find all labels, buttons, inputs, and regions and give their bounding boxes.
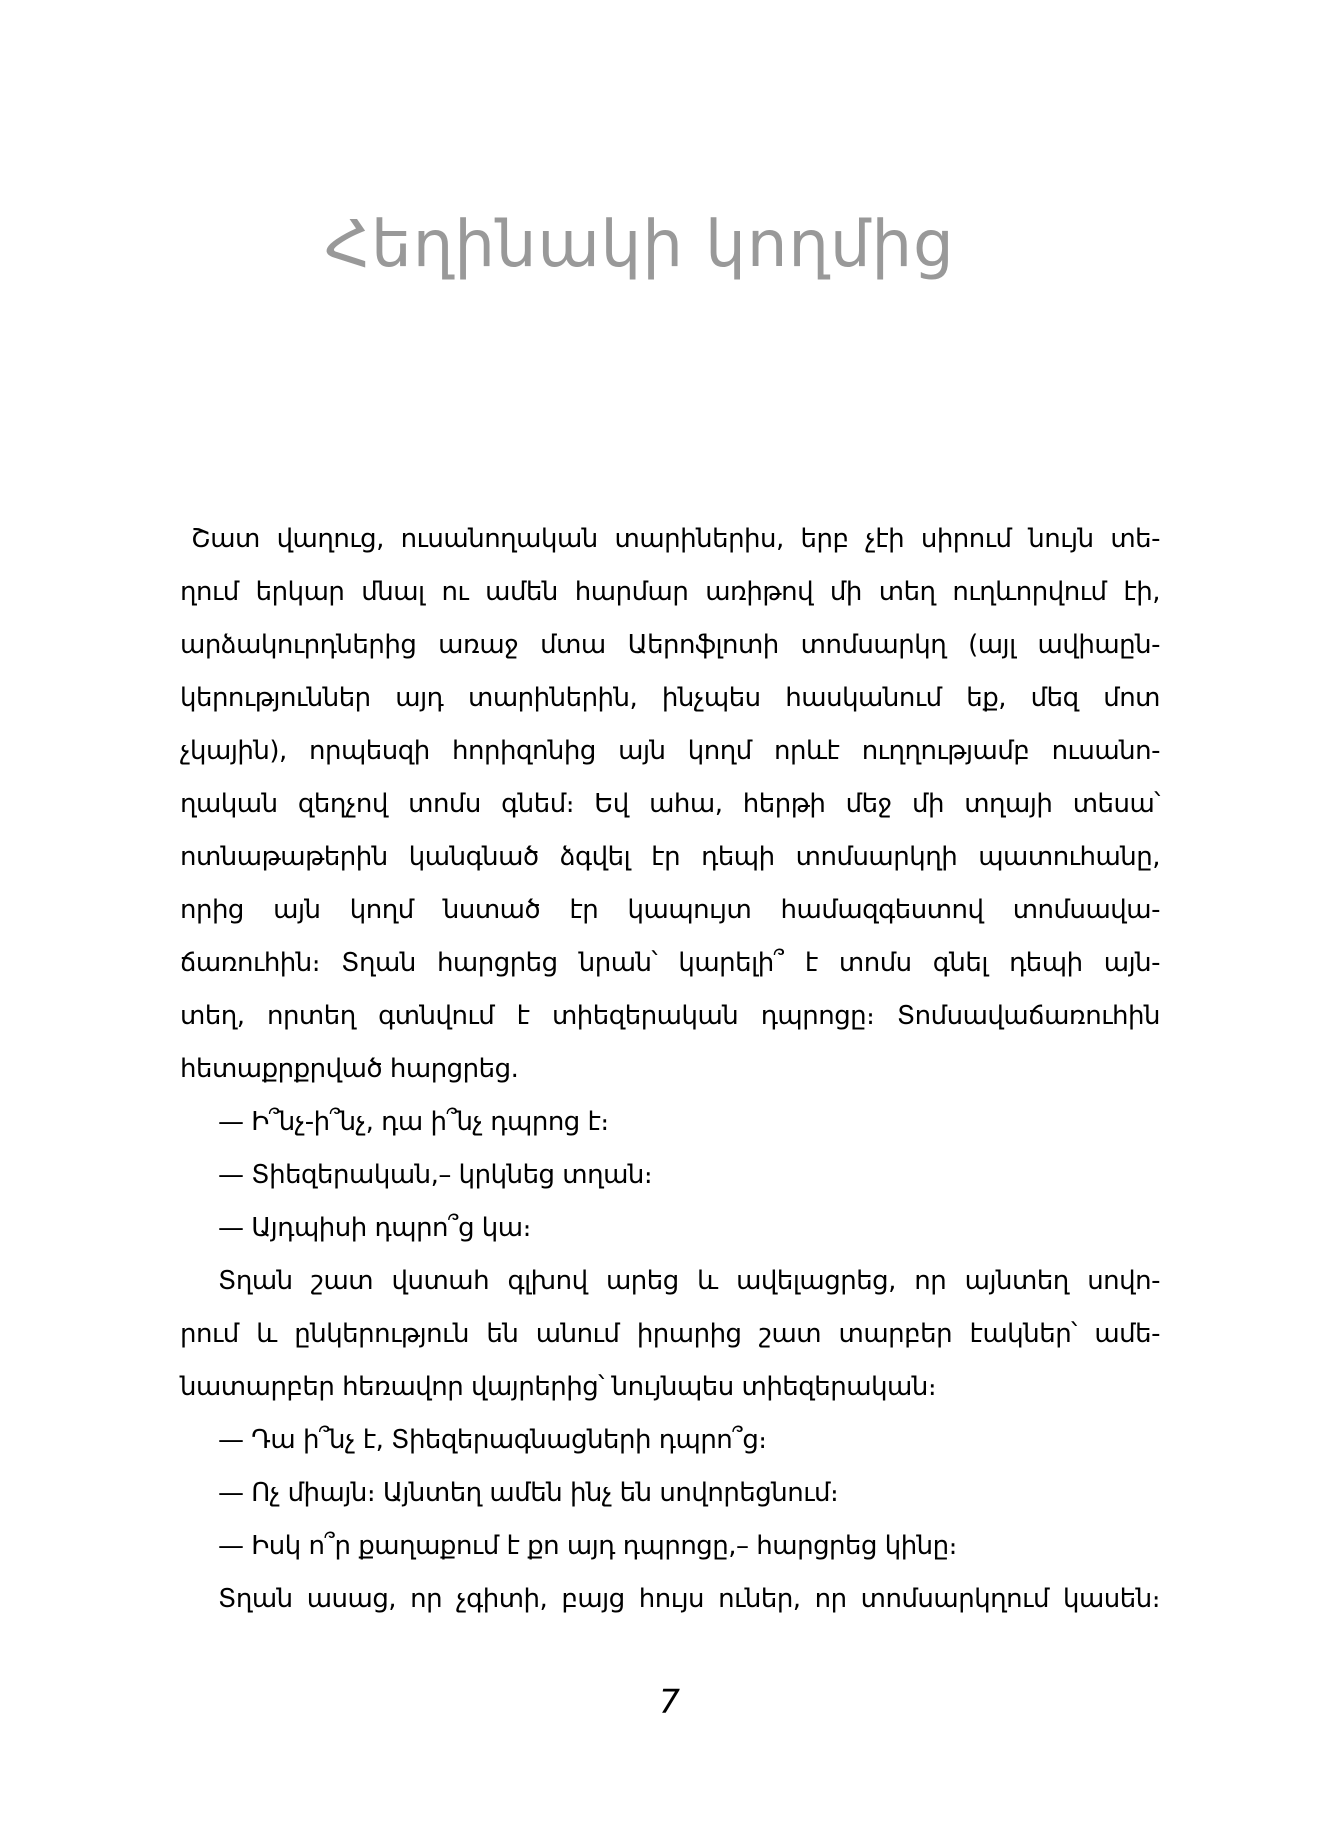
text-line: ոտնաթաթերին կանգնած ձգվել էր դեպի տոմսարկղի պատուհանը, [180, 842, 1160, 872]
dialogue-line: — Այդպիսի դպրո՞ց կա։ [218, 1213, 531, 1243]
text-line: Տղան շատ վստահ գլխով արեց և ավելացրեց, որ այնտեղ սովո- [218, 1266, 1160, 1296]
text-line: կերություններ այդ տարիներին, ինչպես հասկանում եք, մեզ մոտ [180, 683, 1160, 713]
chapter-title: Հեղինակի կողմից [324, 208, 955, 282]
dialogue-line: — Ի՞նչ-ի՞նչ, դա ի՞նչ դպրոց է։ [218, 1107, 609, 1137]
dialogue-line: — Դա ի՞նչ է, Տիեզերագնացների դպրո՞ց։ [218, 1425, 767, 1455]
text-line: նատարբեր հեռավոր վայրերից՝ նույնպես տիեզերական։ [180, 1372, 937, 1402]
text-line: ճառուհին։ Տղան հարցրեց նրան՝ կարելի՞ է տոմս գնել դեպի այն- [180, 948, 1160, 978]
dialogue-line: — Իսկ ո՞ր քաղաքում է քո այդ դպրոցը,– հարցրեց կինը։ [218, 1531, 957, 1561]
dialogue-line: — Ոչ միայն։ Այնտեղ ամեն ինչ են սովորեցնում։ [218, 1478, 839, 1508]
text-line: չկային), որպեսզի հորիզոնից այն կողմ որևէ ուղղությամբ ուսանո- [180, 736, 1160, 766]
text-line: արձակուրդներից առաջ մտա Աերոֆլոտի տոմսարկղ (այլ ավիաըն- [180, 630, 1160, 660]
text-line: հետաքրքրված հարցրեց. [180, 1054, 519, 1084]
text-line: Տղան ասաց, որ չգիտի, բայց հույս ուներ, որ տոմսարկղում կասեն։ [218, 1584, 1160, 1614]
text-line: ղում երկար մնալ ու ամեն հարմար առիթով մի տեղ ուղևորվում էի, [180, 577, 1160, 607]
text-line: որից այն կողմ նստած էր կապույտ համազգեստով տոմսավա- [180, 895, 1160, 925]
page-number: 7 [659, 1682, 680, 1721]
body-text [180, 513, 1160, 1626]
text-line: տեղ, որտեղ գտնվում է տիեզերական դպրոցը։ Տոմսավաճառուհին [180, 1001, 1160, 1031]
text-line: ղական զեղչով տոմս գնեմ։ Եվ ահա, հերթի մեջ մի տղայի տեսա՝ [180, 789, 1160, 819]
text-line: րում և ընկերություն են անում իրարից շատ տարբեր էակներ՝ ամե- [180, 1319, 1160, 1349]
dialogue-line: — Տիեզերական,– կրկնեց տղան։ [218, 1160, 653, 1190]
text-line: Շատ վաղուց, ուսանողական տարիներիս, երբ չէի սիրում նույն տե- [191, 524, 1160, 554]
